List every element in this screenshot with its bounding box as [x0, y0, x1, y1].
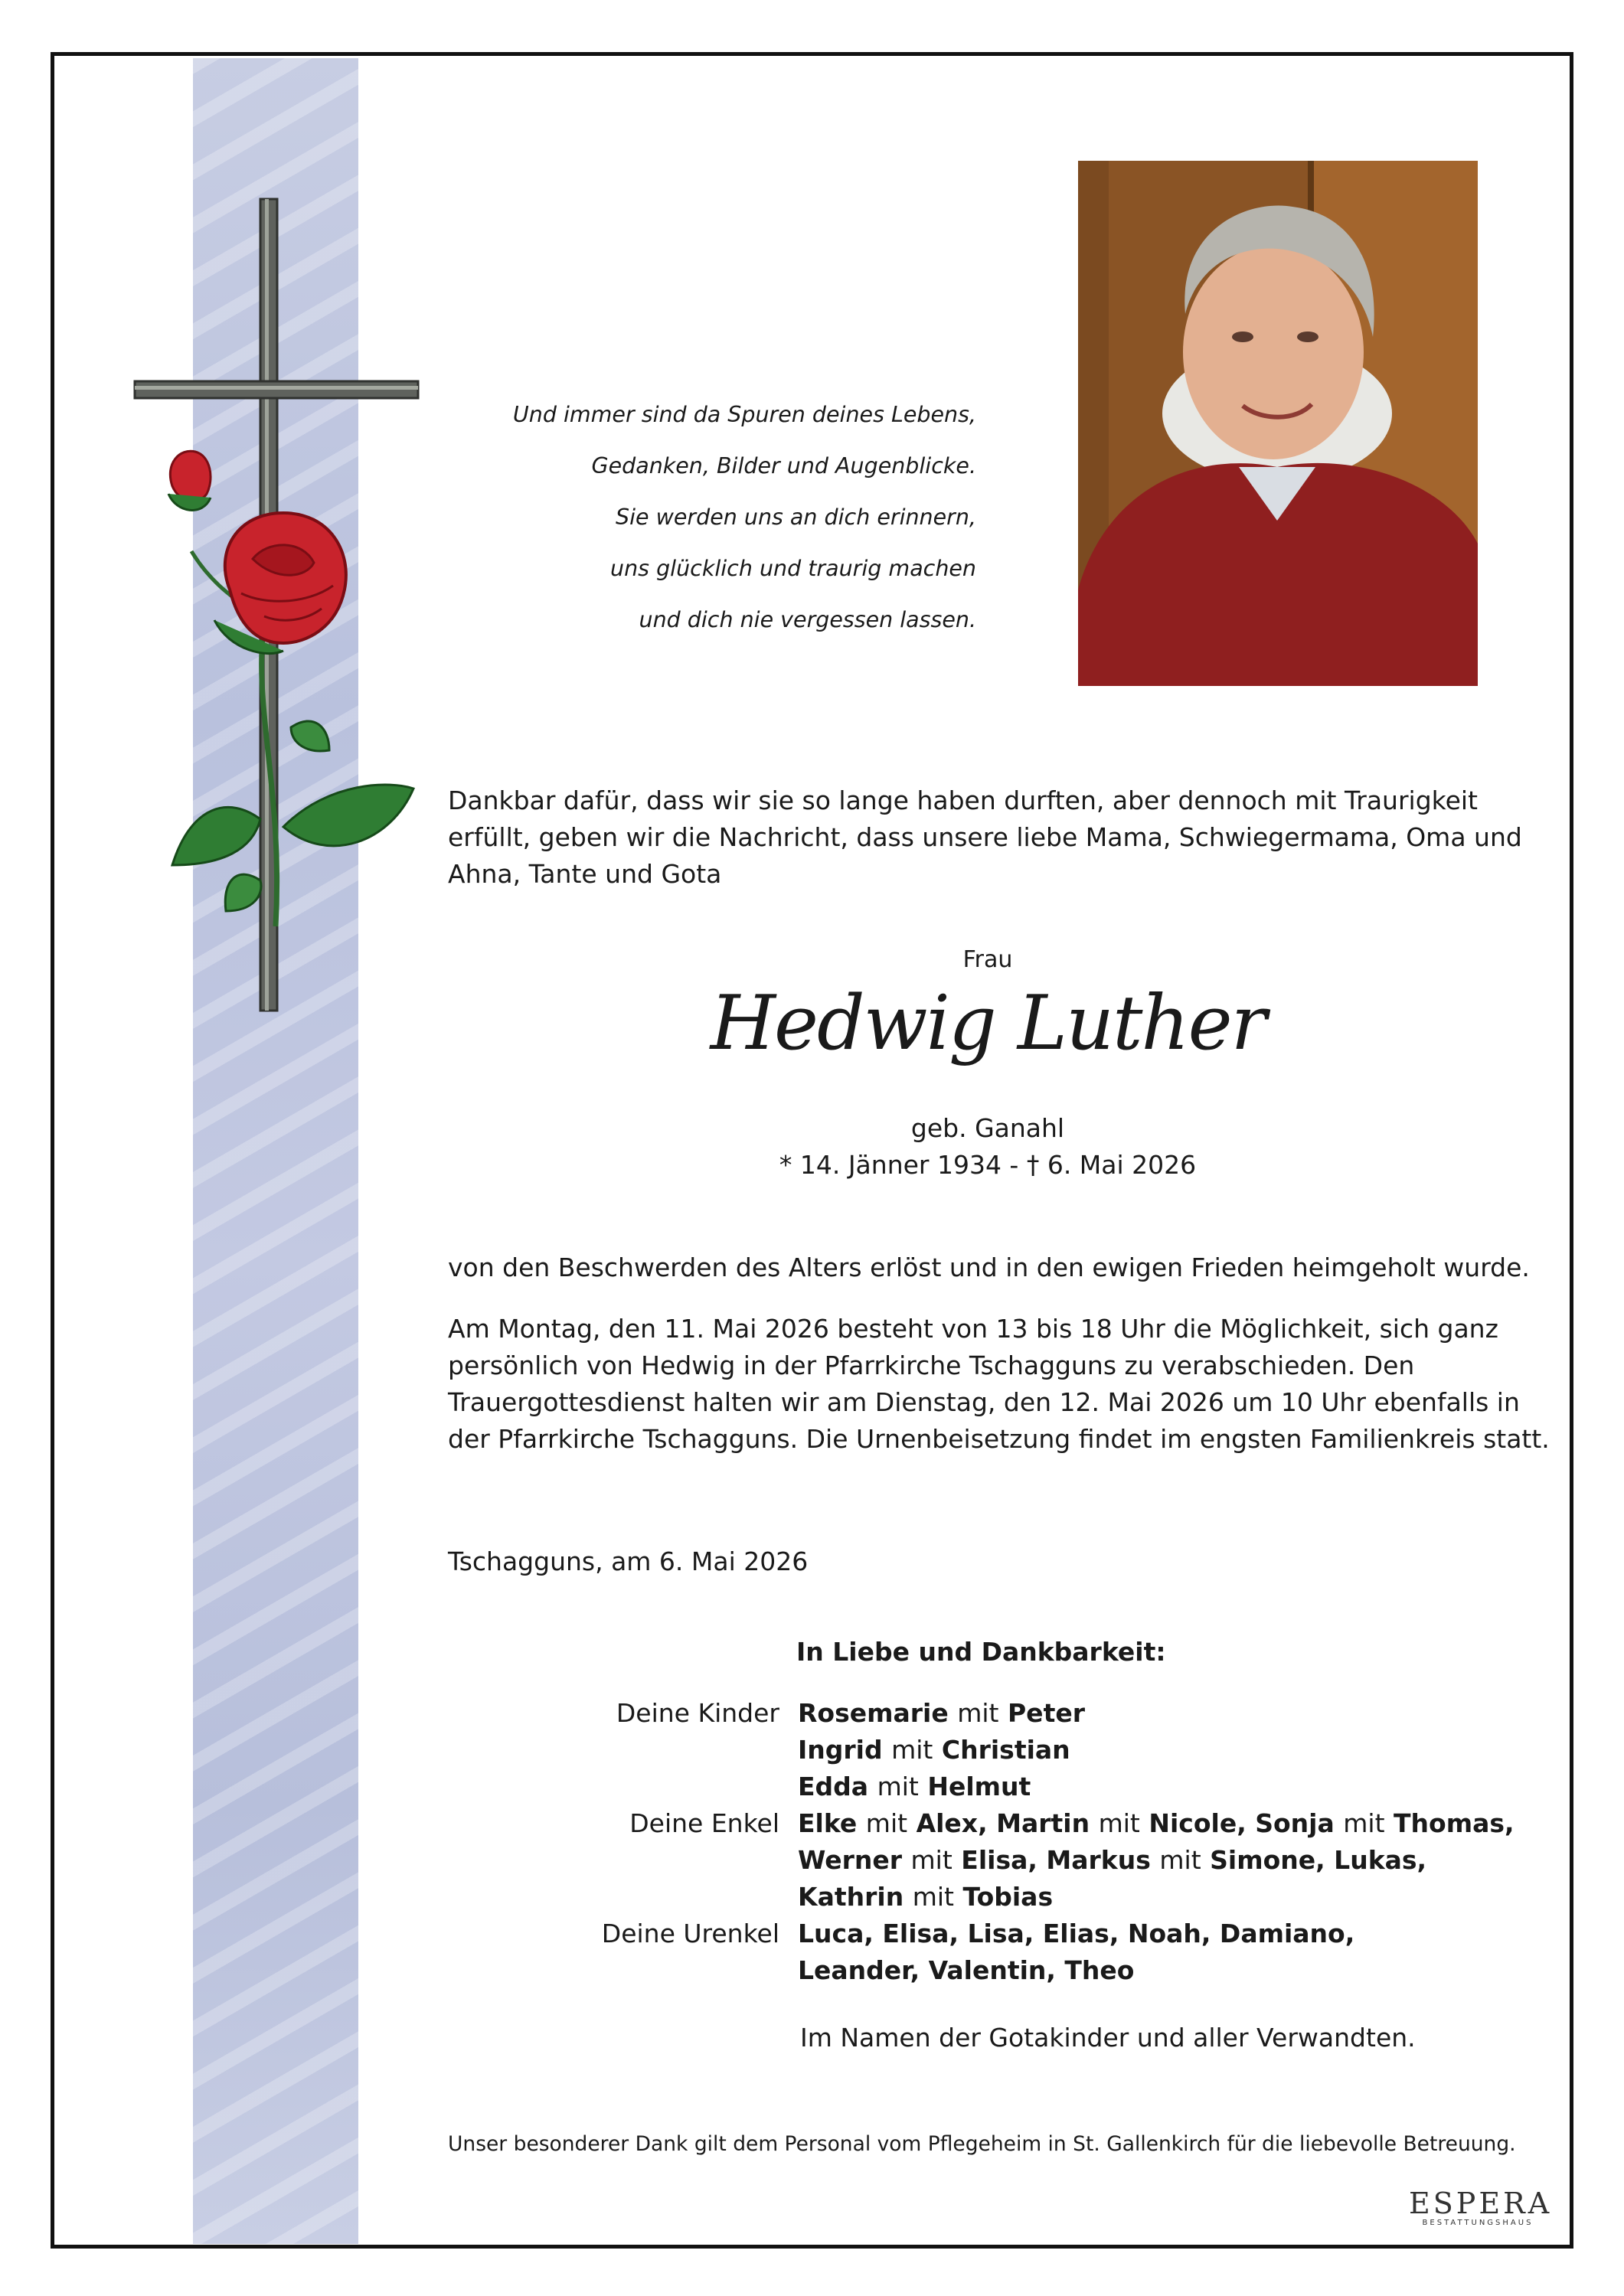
- conjunction: mit: [1343, 1808, 1385, 1838]
- mourners-heading: In Liebe und Dankbarkeit:: [796, 1637, 1166, 1667]
- poem-line: Und immer sind da Spuren deines Lebens,: [512, 402, 976, 427]
- family-member: Leander, Valentin, Theo: [798, 1955, 1135, 1985]
- funeral-home-logo: [1409, 2187, 1553, 2227]
- family-member: Tobias: [962, 1882, 1054, 1912]
- intro-paragraph: Dankbar dafür, dass wir sie so lange haben durften, aber dennoch mit Traurigkeit erfüllt, geben wir die Nachricht, dass unsere liebe Mama, Schwiegermama, Oma und Ahna, Tante und Gota: [448, 785, 1522, 889]
- family-group-label: Deine Kinder: [616, 1698, 779, 1728]
- family-member: Nicole, Sonja: [1149, 1808, 1335, 1838]
- list-item: [536, 1695, 1515, 1732]
- announcement-sentence: von den Beschwerden des Alters erlöst und in den ewigen Frieden heimgeholt wurde.: [448, 1253, 1530, 1282]
- family-member: Edda: [798, 1772, 869, 1801]
- place-and-date: Tschagguns, am 6. Mai 2026: [448, 1546, 809, 1576]
- conjunction: mit: [957, 1698, 999, 1728]
- deceased-name: Hedwig Luther: [710, 980, 1266, 1067]
- poem-line: Sie werden uns an dich erinnern,: [615, 505, 976, 530]
- conjunction: mit: [912, 1882, 954, 1912]
- conjunction: mit: [877, 1772, 919, 1801]
- family-group-label: Deine Enkel: [629, 1808, 779, 1838]
- funeral-details: Am Montag, den 11. Mai 2026 besteht von 13 bis 18 Uhr die Möglichkeit, sich ganz persönlich von Hedwig in der Pfarrkirche Tschagguns zu verabschieden. Den Trauergottesdienst halten wir am Dienstag, den 12. Mai 2026 um 10 Uhr ebenfalls in der Pfarrkirche Tschagguns. Die Urnenbeisetzung findet im engsten Familienkreis statt.: [448, 1314, 1550, 1454]
- conjunction: mit: [1098, 1808, 1140, 1838]
- logo-subtitle: BESTATTUNGSHAUS: [1422, 2219, 1534, 2227]
- family-member: Kathrin: [798, 1882, 904, 1912]
- conjunction: mit: [865, 1808, 908, 1838]
- list-item: [536, 1732, 1515, 1769]
- list-item: [536, 1769, 1515, 1805]
- rosebud-icon: [168, 451, 211, 510]
- birth-name: geb. Ganahl: [910, 1113, 1065, 1143]
- family-member: Elke: [798, 1808, 858, 1838]
- closing-line: Im Namen der Gotakinder und aller Verwandten.: [800, 2023, 1416, 2053]
- poem-line: Gedanken, Bilder und Augenblicke.: [591, 453, 976, 478]
- conjunction: mit: [1159, 1845, 1201, 1875]
- portrait-photo: [1078, 161, 1478, 686]
- family-member: Werner: [798, 1845, 903, 1875]
- family-member: Ingrid: [798, 1735, 883, 1765]
- family-group-label: Deine Urenkel: [601, 1919, 779, 1948]
- family-member: Luca, Elisa, Lisa, Elias, Noah, Damiano,: [798, 1919, 1355, 1948]
- conjunction: mit: [910, 1845, 953, 1875]
- poem-line: und dich nie vergessen lassen.: [639, 607, 976, 632]
- family-member: Peter: [1008, 1698, 1085, 1728]
- family-member: Thomas,: [1394, 1808, 1515, 1838]
- family-list: [536, 1695, 1515, 1989]
- family-member: Simone, Lukas,: [1210, 1845, 1427, 1875]
- list-item: [536, 1879, 1515, 1916]
- rose-icon: [214, 513, 346, 654]
- list-item: [536, 1805, 1515, 1842]
- list-item: [536, 1916, 1515, 1952]
- cross-and-rose-illustration: [100, 191, 421, 1026]
- memorial-poem: [429, 389, 976, 645]
- birth-death-dates: * 14. Jänner 1934 - † 6. Mai 2026: [779, 1150, 1197, 1180]
- list-item: [536, 1952, 1515, 1989]
- list-item: [536, 1842, 1515, 1879]
- poem-line: uns glücklich und traurig machen: [610, 556, 976, 581]
- family-member: Rosemarie: [798, 1698, 949, 1728]
- family-member: Alex, Martin: [916, 1808, 1090, 1838]
- logo-name: ESPERA: [1409, 2187, 1553, 2220]
- family-member: Elisa, Markus: [961, 1845, 1151, 1875]
- life-dates: [766, 1110, 1210, 1184]
- family-member: Helmut: [927, 1772, 1031, 1801]
- salutation: Frau: [962, 946, 1013, 973]
- conjunction: mit: [891, 1735, 933, 1765]
- thanks-note: Unser besonderer Dank gilt dem Personal vom Pflegeheim in St. Gallenkirch für die liebevolle Betreuung.: [448, 2132, 1516, 2156]
- family-member: Christian: [941, 1735, 1070, 1765]
- leaf-icon: [172, 721, 413, 911]
